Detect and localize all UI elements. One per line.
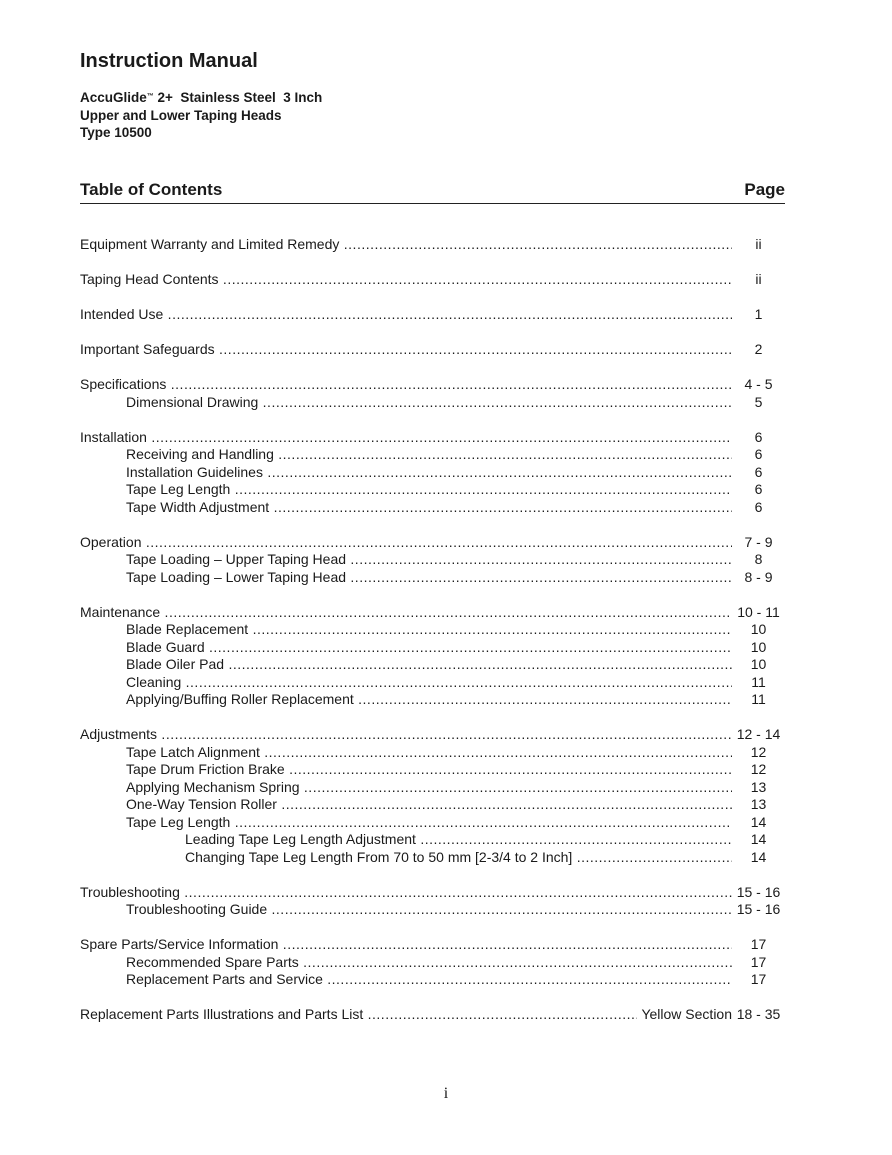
toc-group: [80, 236, 785, 254]
toc-subsubentry-label: Changing Tape Leg Length From 70 to 50 mm [2-3/4 to 2 Inch]: [185, 848, 573, 865]
toc-subentry-label: Replacement Parts and Service: [126, 971, 323, 987]
toc-entry-page: 7 - 9: [744, 533, 773, 550]
toc-subentry[interactable]: [80, 481, 785, 499]
toc-subentry[interactable]: [80, 674, 785, 692]
toc-entry[interactable]: [80, 429, 785, 447]
toc-subentry-page: 5: [754, 393, 763, 410]
trademark-symbol: ™: [146, 93, 154, 100]
toc-entry[interactable]: [80, 306, 785, 324]
toc-subentry-label: Blade Oiler Pad: [126, 656, 225, 672]
toc-entry[interactable]: [80, 604, 785, 622]
toc-subentry-label: Dimensional Drawing: [126, 393, 259, 410]
toc-subentry-label: Receiving and Handling: [126, 446, 274, 462]
product-name: AccuGlide: [80, 90, 147, 105]
toc-subentry[interactable]: [80, 971, 785, 989]
toc-entry-page: 2: [754, 341, 763, 357]
toc-subentry-page: 14: [750, 813, 767, 830]
document-title: Instruction Manual: [80, 50, 258, 72]
toc-subentry-label: Tape Loading – Upper Taping Head: [126, 551, 347, 567]
toc-group: [80, 884, 785, 919]
toc-entry-page: 6: [754, 428, 763, 445]
toc-subentry-label: Installation Guidelines: [126, 463, 263, 480]
toc-subentry-page: 17: [750, 953, 767, 970]
toc-entry-label: Installation: [80, 428, 147, 445]
toc-entry-label: Specifications: [80, 376, 167, 392]
toc-subentry-page: 15 - 16: [736, 901, 781, 917]
toc-subentry-label: Applying/Buffing Roller Replacement: [126, 691, 354, 707]
toc-entry-label: Important Safeguards: [80, 341, 215, 357]
toc-subentry[interactable]: [80, 569, 785, 587]
toc-subentry-page: 13: [750, 796, 767, 812]
toc-subentry[interactable]: [80, 814, 785, 832]
toc-subsubentry[interactable]: [80, 831, 785, 849]
toc-entry-page: 15 - 16: [736, 883, 781, 900]
toc-entry-section: Yellow Section: [641, 1006, 732, 1022]
toc-subentry-label: Cleaning: [126, 673, 182, 690]
toc-group: [80, 726, 785, 866]
toc-entry-page: 17: [750, 936, 767, 952]
product-line-1: [80, 89, 322, 107]
toc-entry-page: 1: [754, 306, 763, 322]
toc-subentry-label: Blade Replacement: [126, 621, 249, 637]
toc-subsubentry-page: 14: [750, 831, 767, 847]
toc-entry[interactable]: [80, 726, 785, 744]
product-line-2: Upper and Lower Taping Heads: [80, 107, 282, 123]
toc-entry-label: Maintenance: [80, 603, 161, 620]
toc-subentry-page: 12: [750, 743, 767, 760]
toc-subentry[interactable]: [80, 901, 785, 919]
toc-subentry-label: Troubleshooting Guide: [126, 901, 268, 917]
toc-subentry-label: Tape Drum Friction Brake: [126, 761, 285, 777]
toc-header: [80, 180, 785, 204]
toc-group: [80, 376, 785, 411]
toc-subentry-label: Tape Leg Length: [126, 481, 231, 497]
toc-subentry-label: Applying Mechanism Spring: [126, 778, 300, 795]
toc-subentry-page: 11: [751, 691, 766, 707]
toc-subsubentry-label: Leading Tape Leg Length Adjustment: [185, 831, 416, 847]
product-line-1-rest: 2+ Stainless Steel 3 Inch: [153, 90, 323, 105]
toc-entry-label: Adjustments: [80, 726, 158, 742]
toc-entry[interactable]: [80, 936, 785, 954]
toc-entry-page: 10 - 11: [737, 603, 780, 620]
toc-entry-page: ii: [755, 271, 762, 287]
page-number: i: [443, 1085, 449, 1102]
toc-subentry[interactable]: [80, 796, 785, 814]
toc-heading: Table of Contents: [80, 180, 223, 199]
toc-group: [80, 271, 785, 289]
toc-subentry[interactable]: [80, 499, 785, 517]
toc-entry[interactable]: [80, 534, 785, 552]
toc-subentry[interactable]: [80, 954, 785, 972]
toc-group: [80, 1006, 785, 1024]
toc-entry-page: 12 - 14: [736, 726, 781, 742]
toc-subentry-label: Tape Width Adjustment: [126, 498, 270, 515]
toc-subentry-page: 6: [754, 463, 763, 480]
toc-subsubentry-page: 14: [750, 848, 767, 865]
toc-subentry-page: 12: [750, 761, 767, 777]
toc-page-heading: Page: [744, 180, 785, 199]
toc-entry-label: Spare Parts/Service Information: [80, 936, 279, 952]
toc-entry[interactable]: [80, 376, 785, 394]
toc-subentry[interactable]: [80, 744, 785, 762]
toc-subentry[interactable]: [80, 446, 785, 464]
toc-subentry-label: Tape Loading – Lower Taping Head: [126, 568, 347, 585]
toc-subentry[interactable]: [80, 639, 785, 657]
toc-entry[interactable]: [80, 271, 785, 289]
toc-entry[interactable]: [80, 1006, 785, 1024]
toc-entry-label: Equipment Warranty and Limited Remedy: [80, 236, 340, 252]
toc-subentry-page: 10: [750, 638, 767, 655]
toc-subentry-page: 8 - 9: [744, 568, 773, 585]
toc-subentry-page: 6: [754, 481, 763, 497]
toc-entry-label: Troubleshooting: [80, 883, 180, 900]
toc-subentry[interactable]: [80, 656, 785, 674]
toc-entry-page: 18 - 35: [736, 1006, 781, 1022]
toc-subentry-label: Recommended Spare Parts: [126, 953, 299, 970]
toc-entry-label: Replacement Parts Illustrations and Parts List: [80, 1006, 364, 1022]
toc-group: [80, 936, 785, 989]
toc-subentry-page: 10: [750, 621, 767, 637]
toc-entry-label: Intended Use: [80, 306, 164, 322]
toc-entry[interactable]: [80, 236, 785, 254]
toc-subentry-label: Tape Latch Alignment: [126, 743, 260, 760]
toc-entries: [80, 236, 785, 1041]
toc-entry-label: Taping Head Contents: [80, 271, 219, 287]
toc-entry-label: Operation: [80, 533, 142, 550]
toc-entry-page: 4 - 5: [744, 376, 773, 392]
toc-entry-page: ii: [755, 236, 762, 252]
toc-subentry-page: 8: [754, 551, 763, 567]
toc-subsubentry[interactable]: [80, 849, 785, 867]
toc-subentry-label: One-Way Tension Roller: [126, 796, 277, 812]
toc-subentry[interactable]: [80, 394, 785, 412]
toc-subentry-page: 17: [750, 971, 767, 987]
toc-subentry[interactable]: [80, 691, 785, 709]
toc-subentry-page: 10: [750, 656, 767, 672]
toc-group: [80, 534, 785, 587]
toc-subentry-page: 11: [751, 673, 766, 690]
toc-entry[interactable]: [80, 341, 785, 359]
toc-subentry-label: Blade Guard: [126, 638, 205, 655]
toc-subentry[interactable]: [80, 779, 785, 797]
toc-subentry[interactable]: [80, 621, 785, 639]
toc-group: [80, 306, 785, 324]
toc-subentry[interactable]: [80, 464, 785, 482]
product-subtitle: [80, 89, 322, 142]
toc-subentry-page: 13: [750, 778, 767, 795]
toc-subentry-label: Tape Leg Length: [126, 813, 231, 830]
toc-subentry[interactable]: [80, 551, 785, 569]
toc-group: [80, 341, 785, 359]
toc-group: [80, 604, 785, 709]
toc-entry[interactable]: [80, 884, 785, 902]
toc-subentry-page: 6: [754, 498, 763, 515]
toc-subentry[interactable]: [80, 761, 785, 779]
toc-subentry-page: 6: [754, 446, 763, 462]
toc-group: [80, 429, 785, 517]
product-line-3: Type 10500: [80, 125, 152, 140]
